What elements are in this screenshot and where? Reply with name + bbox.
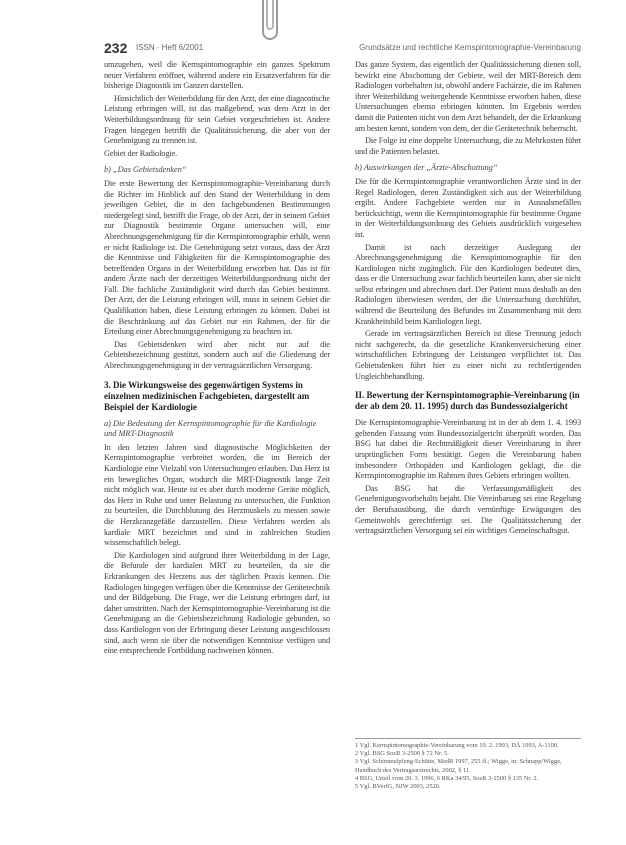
footnote: 4 BSG, Urteil vom 20. 3. 1996, 6 RKa 34/95, SozR 3-2500 § 135 Nr. 2. — [355, 774, 539, 782]
left-column — [104, 60, 330, 659]
section-heading: II. Bewertung der Kernspintomographie-Vereinbarung (in der ab dem 20. 11. 1995) durch das Bundessozialgericht — [355, 390, 580, 412]
page-number: 232 — [104, 40, 128, 56]
footnotes — [355, 738, 581, 791]
paragraph: Die Kernspintomographie-Vereinbarung ist in der ab dem 1. 4. 1993 geltenden Fassung vom Bundessozialgericht überprüft worden. Das BSG hat dabei die Rechtmäßigkeit dieser Vereinbarung in ihrer ursprünglichen Form bestätigt. Gegen die Vereinbarung haben insbesondere Orthopäden und Kardiologen geklagt, die die Kernspintomographie im Rahmen ihres Gebiets erbringen wollten. — [355, 418, 581, 481]
paragraph: Die Kardiologen sind aufgrund ihrer Weiterbildung in der Lage, die Befunde der kardialen MRT zu beurteilen, da sie die Erkrankungen des Herzens aus der täglichen Praxis kennen. Die Radiologen hingegen verfügen über die Kenntnisse der Gerätetechnik und der Bildgebung. Die Frage, wer die Leistung erbringen darf, ist daher umstritten. Nach der Kernspintomographie-Vereinbarung ist die Genehmigung an die Gebietsbezeichnung Radiologie gebunden, so dass Kardiologen von der Erbringung dieser Leistung ausgeschlossen sind, auch wenn sie über die notwendigen Kenntnisse verfügen und eine entsprechende Fortbildung nachweisen können. — [104, 550, 330, 656]
paragraph: Die erste Bewertung der Kernspintomographie-Vereinbarung durch die Richter im Hinblick auf den Stand der Weiterbildung in dem jeweiligen Gebiet, die in den fachgebundenen Bestimmungen niedergelegt sind, betrifft die Frage, ob der Arzt, der in seinem Gebiet zur Diagnostik bestimmte Organe untersuchen will, eine Abrechnungsgenehmigung für die Kernspintomographie erhält, wenn er nicht Radiologe ist. Die Genehmigung setzt voraus, dass der Arzt die Kenntnisse und Fähigkeiten für die Kernspintomographie des betreffenden Organs in der Weiterbildung erworben hat. Das ist für andere Ärzte nach der derzeitigen Weiterbildungsordnung nicht der Fall. Die fachliche Zuständigkeit wird durch das Gebiet bestimmt. Der Arzt, der die Leistung erbringen will, muss in seinem Gebiet die Qualifikation haben, diese Leistung erbringen zu können. Dabei ist die Beschränkung auf das Gebiet nur ein Rahmen, der für die Erteilung einer Abrechnungsgenehmigung zu beachten ist. — [104, 178, 330, 337]
subheading: b) „Das Gebietsdenken“ — [104, 165, 187, 175]
paragraph: Das Gebietsdenken wird aber nicht nur auf die Gebietsbezeichnung gestützt, sondern auch auf die Gliederung der Abrechnungsgenehmigung in der vertragsärztlichen Versorgung. — [104, 339, 330, 371]
running-title: Grundsätze und rechtliche Kernspintomographie-Vereinbarung — [359, 43, 581, 52]
paragraph: Die Folge ist eine doppelte Untersuchung, die zu Mehrkosten führt und die Patienten belastet. — [355, 136, 581, 156]
paragraph: Gebiet der Radiologie. — [104, 148, 178, 158]
paragraph: Die für die Kernspintomographie verantwortlichen Ärzte sind in der Regel Radiologen, deren Zuständigkeit sich aus der Weiterbildung ergibt. Andere Fachgebiete werden nur in Ausnahmefällen berücksichtigt, wenn die Kernspintomographie für bestimmte Organe in der Weiterbildungsordnung des Gebiets ausdrücklich vorgesehen ist. — [355, 176, 581, 239]
journal-issue: ISSN · Heft 6/2001 — [136, 43, 204, 52]
footnote: 1 Vgl. Kernspintomographie-Vereinbarung vom 10. 2. 1993, DÄ 1993, A-1100. — [355, 742, 559, 749]
paragraph: Damit ist nach derzeitiger Auslegung der Abrechnungsgenehmigung die Kernspintomographie für den Kardiologen nicht zugänglich. Für den Kardiologen bedeutet dies, dass er die Untersuchung zwar fachlich beurteilen kann, aber sie nicht selbst erbringen und abrechnen darf. Der Patient muss deshalb an den Radiologen überwiesen werden, der die Untersuchung durchführt, während die Beurteilung des Befundes im Zusammenhang mit dem Krankheitsbild beim Kardiologen liegt. — [355, 242, 581, 326]
paragraph: umzugehen, weil die Kernspintomographie ein ganzes Spektrum neuer Verfahren eröffnet, während andere ein Ersatzverfahren für die bisherige Diagnostik im Ganzen darstellen. — [104, 60, 330, 91]
paragraph: Das BSG hat die Verfassungsmäßigkeit des Genehmigungsvorbehalts bejaht. Die Vereinbarung sei eine Regelung der Berufsausübung, die durch vernünftige Erwägungen des Gemeinwohls gerechtfertigt sei. Die Qualitätssicherung der vertragsärztlichen Versorgung sei ein wichtiges Gemeinschaftsgut. — [355, 483, 581, 536]
paragraph: Hinsichtlich der Weiterbildung für den Arzt, der eine diagnostische Leistung erbringen will, ist das maßgebend, was dem Arzt in der Weiterbildungsordnung für sein Gebiet vorgeschrieben ist. Andere Fragen hingegen betrifft die Qualitätssicherung, die aber von der Genehmigung zu trennen ist. — [104, 93, 330, 146]
footnote: 5 Vgl. BVerfG, NJW 2003, 2520. — [355, 783, 441, 791]
right-column — [355, 60, 581, 539]
paragraph: In den letzten Jahren sind diagnostische Möglichkeiten der Kernspintomographie verbreitet worden, die im Bereich der Kardiologie eine Vielzahl von Untersuchungen erlauben. Das Herz ist ein bewegliches Organ, wodurch die MRT-Diagnostik lange Zeit nicht möglich war. Heute ist es aber durch moderne Geräte möglich, das Herz in Ruhe und unter Belastung zu untersuchen, die Funktion zu beurteilen, die Durchblutung des Herzmuskels zu messen sowie die Herzkranzgefäße darzustellen. Diese Verfahren werden als kardiale MRT bezeichnet und sind in zahlreichen Studien wissenschaftlich belegt. — [104, 442, 330, 548]
page-header — [104, 40, 581, 57]
paragraph: Gerade im vertragsärztlichen Bereich ist diese Trennung jedoch nicht sachgerecht, da die gesetzliche Krankenversicherung einer wirtschaftlichen Erbringung der Leistungen verpflichtet ist. Das Gebietsdenken führt hier zu einer nicht zu rechtfertigenden Ungleichbehandlung. — [355, 329, 581, 381]
subheading: b) Auswirkungen der „Ärzte-Abschottung“ — [355, 163, 498, 173]
paragraph: Das ganze System, das eigentlich der Qualitätssicherung dienen soll, bewirkt eine Abschottung der Gebiete, weil der MRT-Bereich dem Radiologen vorbehalten ist, obwohl andere Fachärzte, die im Rahmen ihrer Weiterbildung weitergehende Kenntnisse erworben haben, diese Untersuchungen ebenso erbringen könnten. Im Ergebnis werden damit die Patienten nicht von dem Arzt behandelt, der die Erkrankung am besten kennt, sondern von dem, der die Gerätetechnik beherrscht. — [355, 60, 581, 133]
footnote: 3 Vgl. Schimmelpfeng-Schütte, MedR 1997, 255 ff.; Wigge, in: Schnapp/Wigge, Handbuch des Vertragsarztrechts, 2002, § 11. — [355, 758, 562, 774]
footnote: 2 Vgl. BSG SozR 3-2500 § 72 Nr. 5. — [355, 750, 449, 758]
paper-clip-inner-icon — [266, 0, 274, 30]
subheading: a) Die Bedeutung der Kernspintomographie für die Kardiologie und MRT-Diagnostik — [104, 418, 317, 439]
section-heading: 3. Die Wirkungsweise des gegenwärtigen Systems in einzelnen medizinischen Fachgebieten, dargestellt am Beispiel der Kardiologie — [104, 379, 310, 412]
